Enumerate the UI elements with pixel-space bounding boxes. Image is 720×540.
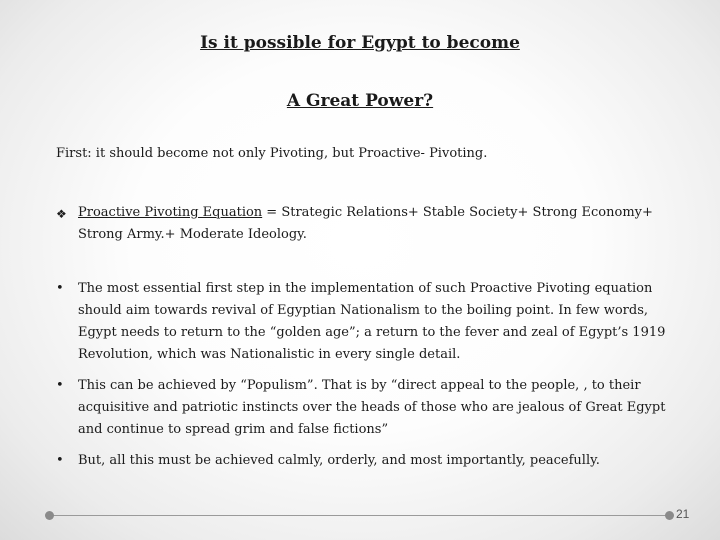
- bullet-text: This can be achieved by “Populism”. That is by “direct appeal to the people, , to their acquisitive and patriotic instincts over the heads of those who are jealous of Great Egypt and continue to spread grim and false fictions”: [78, 378, 666, 437]
- bullet-item: [56, 375, 676, 441]
- footer-right-dot-icon: [665, 511, 674, 520]
- slide-title-line2: A Great Power?: [286, 91, 434, 111]
- bullet-dot-icon: •: [56, 378, 64, 393]
- intro-text: First: it should become not only Pivoting, but Proactive- Pivoting.: [56, 146, 488, 161]
- bullet-text: The most essential first step in the implementation of such Proactive Pivoting equation should aim towards revival of Egyptian Nationalism to the boiling point. In few words, Egypt needs to return to the “golden age”; a return to the fever and zeal of Egypt’s 1919 Revolution, which was Nationalistic in every single detail.: [78, 281, 666, 362]
- footer-left-dot-icon: [45, 511, 54, 520]
- equation-definition: = Strategic Relations+ Stable Society+ Strong Economy+ Strong Army.+ Moderate Ideology.: [78, 205, 653, 242]
- bullet-text: [78, 202, 676, 246]
- page-number: 21: [676, 507, 690, 521]
- diamond-bullet-icon: ❖: [56, 207, 67, 221]
- bullet-dot-icon: •: [56, 453, 64, 468]
- footer-divider: [50, 515, 670, 516]
- bullet-item: [56, 202, 676, 246]
- equation-label: Proactive Pivoting Equation: [78, 205, 263, 220]
- bullet-item: [56, 450, 676, 472]
- slide-title-line1: Is it possible for Egypt to become: [200, 33, 520, 53]
- bullet-dot-icon: •: [56, 281, 64, 296]
- bullet-item: [56, 278, 676, 366]
- bullet-text: But, all this must be achieved calmly, orderly, and most importantly, peacefully.: [78, 453, 600, 468]
